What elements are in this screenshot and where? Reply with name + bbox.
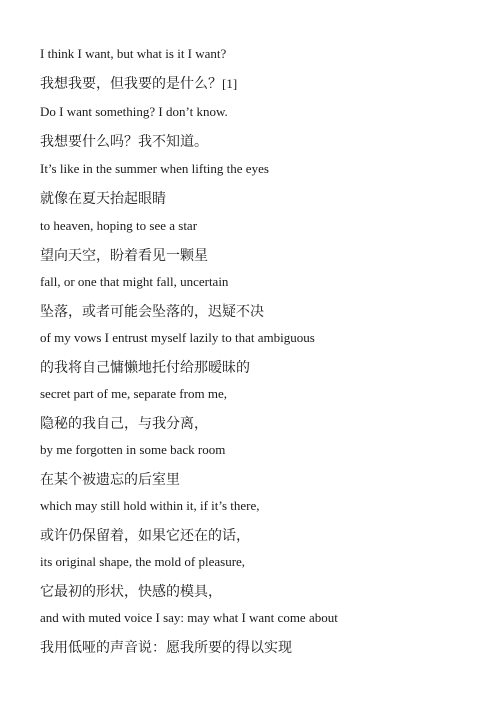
- poem-line-en-1: I think I want, but what is it I want?: [40, 46, 227, 61]
- poem-line-en-9: which may still hold within it, if it’s there,: [40, 498, 260, 513]
- poem-line-zh-1: [40, 73, 237, 93]
- poem-line-en-7: secret part of me, separate from me,: [40, 386, 227, 401]
- poem-line-en-11: and with muted voice I say: may what I want come about: [40, 610, 338, 625]
- poem-line-zh-2: 我想要什么吗？我不知道。: [40, 134, 208, 150]
- poem-line-zh-1-text: 我想我要，但我要的是什么？: [40, 76, 222, 92]
- poem-line-zh-11: 我用低哑的声音说：愿我所要的得以实现: [40, 640, 292, 656]
- poem-line-zh-7: 隐秘的我自己，与我分离，: [40, 416, 208, 432]
- poem-line-en-3: It’s like in the summer when lifting the eyes: [40, 161, 269, 176]
- poem-line-zh-4: 望向天空，盼着看见一颗星: [40, 248, 208, 264]
- poem-line-zh-5: 坠落，或者可能会坠落的，迟疑不决: [40, 304, 264, 320]
- footnote-marker: [1]: [222, 76, 238, 91]
- poem-line-en-8: by me forgotten in some back room: [40, 442, 226, 457]
- poem-line-zh-6: 的我将自己慵懒地托付给那暧昧的: [40, 360, 250, 376]
- poem-line-zh-3: 就像在夏天抬起眼睛: [40, 191, 166, 207]
- poem-line-zh-10: 它最初的形状，快感的模具，: [40, 584, 222, 600]
- poem-line-en-2: Do I want something? I don’t know.: [40, 104, 228, 119]
- poem-line-en-5: fall, or one that might fall, uncertain: [40, 274, 229, 289]
- poem-line-zh-8: 在某个被遗忘的后室里: [40, 472, 180, 488]
- poem-line-zh-9: 或许仍保留着，如果它还在的话，: [40, 528, 250, 544]
- poem-line-en-4: to heaven, hoping to see a star: [40, 218, 198, 233]
- poem-line-en-6: of my vows I entrust myself lazily to that ambiguous: [40, 330, 315, 345]
- poem-line-en-10: its original shape, the mold of pleasure,: [40, 554, 246, 569]
